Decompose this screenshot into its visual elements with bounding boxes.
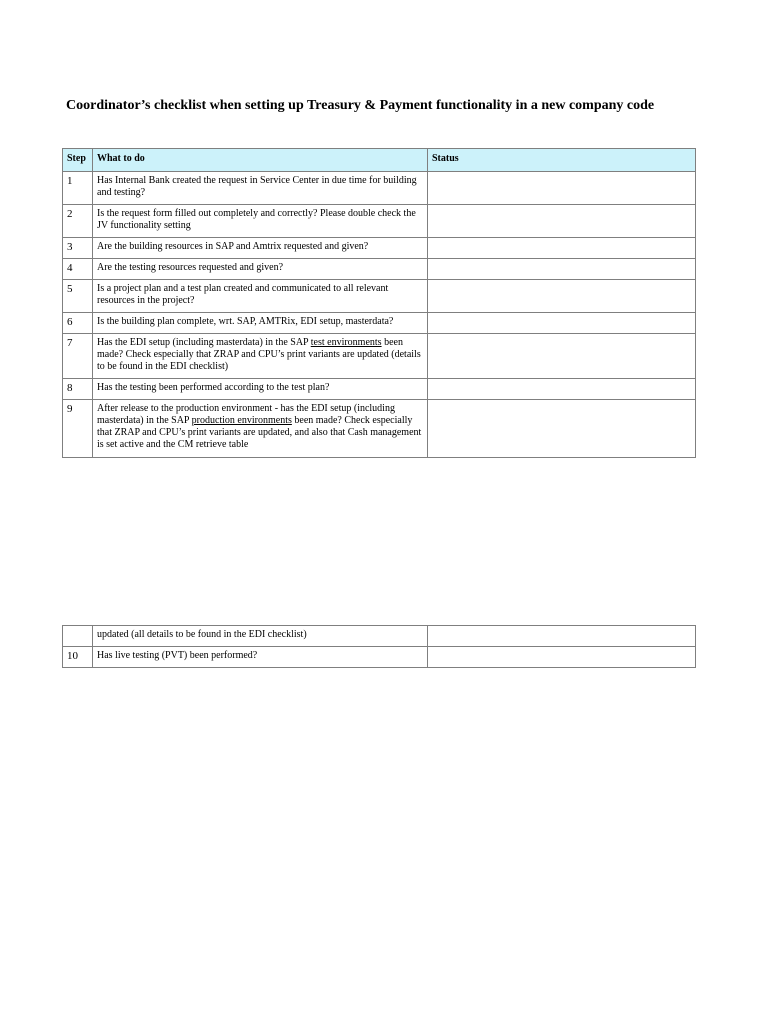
step-number: 5 [63,280,93,313]
step-status [428,238,696,259]
step-description: Is a project plan and a test plan created and communicated to all relevant resources in the project? [93,280,428,313]
step-status [428,379,696,400]
description-text: After release to the production environment - has the EDI setup (including masterdata) in the SAP [97,403,395,426]
table-row [63,647,696,668]
underlined-term: production environments [191,415,292,426]
table-row [63,626,696,647]
table-row [63,379,696,400]
step-status [428,400,696,458]
table-row [63,172,696,205]
step-number: 3 [63,238,93,259]
checklist-table-continued [62,625,696,668]
step-number: 7 [63,334,93,379]
step-description: updated (all details to be found in the EDI checklist) [93,626,428,647]
table-row [63,313,696,334]
page-title: Coordinator’s checklist when setting up Treasury & Payment functionality in a new company code [66,98,655,113]
step-status [428,205,696,238]
step-description [93,334,428,379]
header-status: Status [428,149,696,172]
step-number: 4 [63,259,93,280]
table-row [63,238,696,259]
step-number: 1 [63,172,93,205]
table-header-row [63,149,696,172]
step-description: Are the building resources in SAP and Amtrix requested and given? [93,238,428,259]
header-step: Step [63,149,93,172]
description-text: been made? Check especially that ZRAP and CPU’s print variants are updated, and also that Cash management is set active and the CM retrieve table [97,415,422,450]
step-description: Has live testing (PVT) been performed? [93,647,428,668]
step-number: 10 [63,647,93,668]
description-text: been made? Check especially that ZRAP and CPU’s print variants are updated (details to be found in the EDI checklist) [97,337,421,372]
step-status [428,280,696,313]
step-description: Are the testing resources requested and given? [93,259,428,280]
step-number: 8 [63,379,93,400]
step-status [428,626,696,647]
step-status [428,334,696,379]
header-what-to-do: What to do [93,149,428,172]
step-status [428,647,696,668]
step-number [63,626,93,647]
step-number: 6 [63,313,93,334]
table-row [63,334,696,379]
step-status [428,259,696,280]
table-row [63,259,696,280]
step-status [428,172,696,205]
step-description [93,400,428,458]
step-description: Has Internal Bank created the request in Service Center in due time for building and testing? [93,172,428,205]
table-row [63,400,696,458]
table-row [63,205,696,238]
step-number: 9 [63,400,93,458]
step-description: Is the building plan complete, wrt. SAP, AMTRix, EDI setup, masterdata? [93,313,428,334]
table-row [63,280,696,313]
underlined-term: test environments [310,337,382,348]
step-status [428,313,696,334]
checklist-table [62,148,696,458]
description-text: Has the EDI setup (including masterdata) in the SAP [97,337,311,348]
step-number: 2 [63,205,93,238]
step-description: Has the testing been performed according to the test plan? [93,379,428,400]
step-description: Is the request form filled out completely and correctly? Please double check the JV functionality setting [93,205,428,238]
